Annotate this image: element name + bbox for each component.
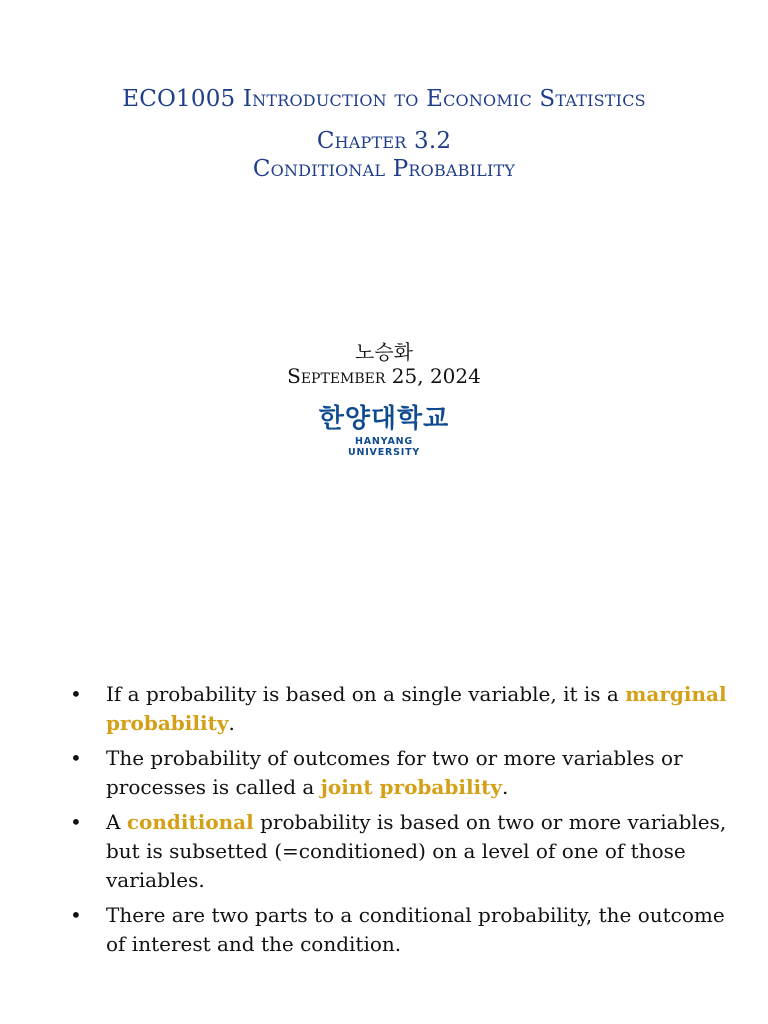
highlight-term: marginal probability xyxy=(106,682,727,735)
lecture-date: September 25, 2024 xyxy=(287,364,481,388)
university-logo xyxy=(318,404,450,456)
bullet-icon: • xyxy=(70,682,82,706)
bullet-item-two-parts xyxy=(0,901,768,959)
bullet-item-joint xyxy=(0,744,768,802)
bullet-icon: • xyxy=(70,810,82,834)
chapter-topic: Conditional Probability xyxy=(252,156,516,182)
bullet-icon: • xyxy=(70,903,82,927)
bullet-icon: • xyxy=(70,746,82,770)
highlight-term: conditional xyxy=(126,810,254,834)
highlight-term: joint probability xyxy=(320,775,502,799)
bullet-text-after: . xyxy=(502,775,509,799)
bullet-text-before: There are two parts to a conditional probability, the outcome of interest and the condition. xyxy=(106,903,725,956)
bullet-list xyxy=(0,680,768,959)
course-title: ECO1005 Introduction to Economic Statistics xyxy=(122,86,646,112)
bullet-text-before: A xyxy=(106,810,127,834)
chapter-number: Chapter 3.2 xyxy=(316,128,452,154)
bullet-item-conditional xyxy=(0,808,768,895)
logo-english-text: HANYANG UNIVERSITY xyxy=(347,436,421,458)
author-name: 노승화 xyxy=(355,340,413,364)
bullet-slide xyxy=(0,680,768,1000)
bullet-text-before: If a probability is based on a single variable, it is a xyxy=(106,682,626,706)
bullet-text-before: The probability of outcomes for two or more variables or processes is called a xyxy=(106,746,683,799)
logo-korean-text: 한양대학교 xyxy=(318,404,450,434)
bullet-text-after: . xyxy=(228,711,235,735)
bullet-text-after: probability is based on two or more variables, but is subsetted (=conditioned) on a level of one of those variables. xyxy=(106,810,727,892)
bullet-item-marginal xyxy=(0,680,768,738)
